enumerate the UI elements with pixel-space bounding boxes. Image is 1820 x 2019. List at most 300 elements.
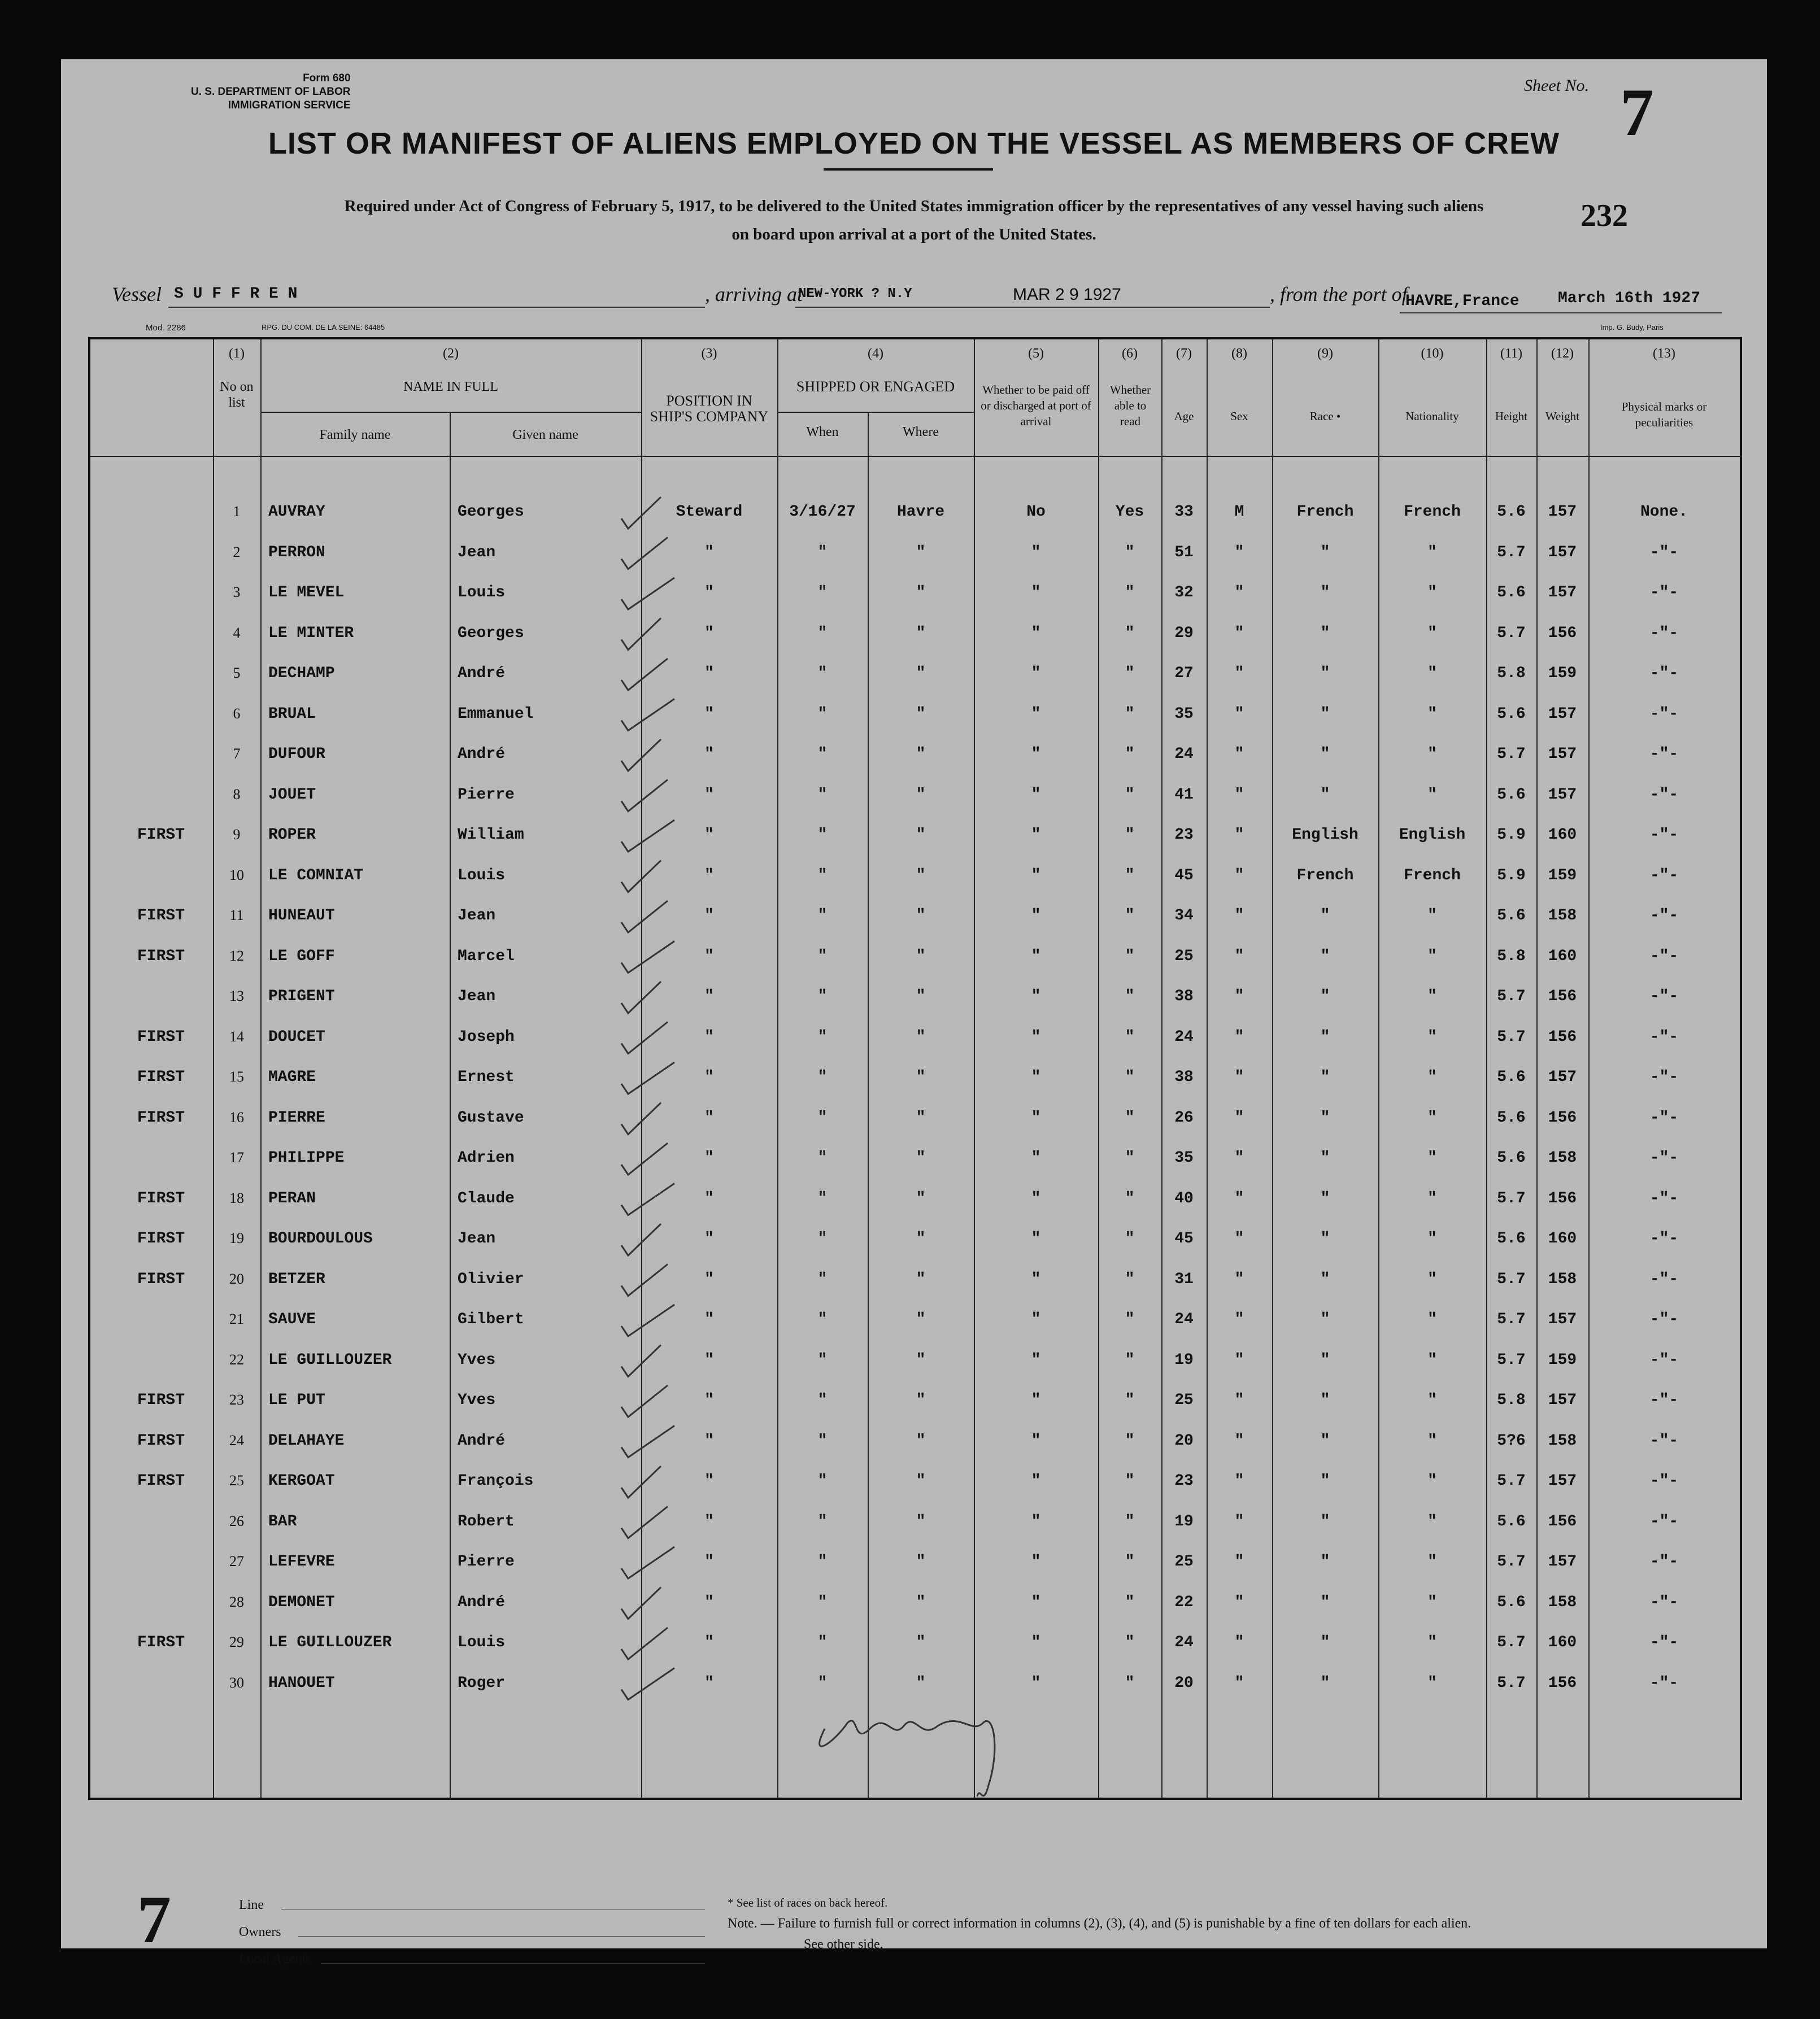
header-name-in-full: NAME IN FULL	[403, 380, 498, 394]
where-cell: "	[916, 866, 926, 884]
nationality-cell: "	[1427, 988, 1437, 1005]
paid-off-cell: "	[1031, 866, 1041, 884]
where-cell: "	[916, 584, 926, 601]
given-name-cell: Pierre	[458, 1553, 515, 1571]
weight-cell: 159	[1548, 1351, 1577, 1369]
height-cell: 5.6	[1497, 503, 1526, 521]
able-read-cell: "	[1125, 1512, 1135, 1530]
sex-cell: "	[1234, 745, 1244, 763]
paid-off-cell: "	[1031, 1432, 1041, 1450]
height-cell: 5.7	[1497, 543, 1526, 561]
arrival-date-stamp: MAR 2 9 1927	[1013, 285, 1121, 304]
physical-marks-cell: -"-	[1649, 1230, 1679, 1248]
race-cell: "	[1320, 1270, 1330, 1288]
paid-off-cell: "	[1031, 1230, 1041, 1248]
able-read-cell: "	[1125, 1028, 1135, 1046]
list-number-cell: 3	[233, 584, 241, 600]
physical-marks-cell: -"-	[1649, 665, 1679, 682]
list-number-cell: 7	[233, 745, 241, 762]
when-cell: "	[817, 543, 828, 561]
list-number-cell: 22	[229, 1351, 244, 1368]
race-cell: "	[1320, 1634, 1330, 1651]
nationality-cell: French	[1404, 503, 1461, 521]
nationality-cell: "	[1427, 1432, 1437, 1450]
check-mark	[621, 699, 674, 731]
height-cell: 5.7	[1497, 1189, 1526, 1207]
family-name-cell: PERRON	[268, 543, 325, 561]
family-name-cell: DOUCET	[268, 1028, 325, 1046]
list-number-cell: 20	[229, 1270, 244, 1287]
from-port: HAVRE,France	[1405, 293, 1519, 310]
given-name-cell: William	[458, 826, 524, 844]
list-number-cell: 17	[229, 1149, 244, 1166]
list-number-cell: 23	[229, 1392, 244, 1408]
check-mark	[621, 1345, 661, 1377]
col-number: (4)	[868, 346, 883, 361]
given-name-cell: François	[458, 1472, 534, 1490]
subtitle	[174, 192, 1654, 248]
given-name-cell: Jean	[458, 543, 496, 561]
height-cell: 5.7	[1497, 1270, 1526, 1288]
from-label: , from the port of	[1270, 283, 1408, 306]
nationality-cell: "	[1427, 1069, 1437, 1086]
age-cell: 23	[1174, 1472, 1194, 1490]
nationality-cell: "	[1427, 1230, 1437, 1248]
title-underline	[824, 168, 993, 171]
paid-off-cell: "	[1031, 947, 1041, 965]
paid-off-cell: "	[1031, 1069, 1041, 1086]
sex-cell: "	[1234, 1553, 1244, 1571]
check-mark	[621, 820, 674, 852]
weight-cell: 156	[1548, 988, 1577, 1005]
paid-off-cell: "	[1031, 705, 1041, 723]
nationality-cell: "	[1427, 1512, 1437, 1530]
position-cell: "	[704, 786, 714, 804]
check-mark	[621, 941, 674, 973]
age-cell: 40	[1174, 1189, 1194, 1207]
position-cell: "	[704, 826, 714, 844]
position-cell: "	[704, 1230, 714, 1248]
header-weight: Weight	[1545, 409, 1580, 423]
from-underline	[1400, 312, 1722, 313]
race-cell: "	[1320, 1392, 1330, 1409]
check-mark	[621, 780, 668, 812]
class-cell: FIRST	[137, 1392, 185, 1409]
col-number: (1)	[229, 346, 245, 361]
where-cell: "	[916, 1189, 926, 1207]
physical-marks-cell: -"-	[1649, 705, 1679, 723]
age-cell: 24	[1174, 1634, 1194, 1651]
check-mark	[621, 1264, 668, 1296]
service-name: IMMIGRATION SERVICE	[228, 99, 351, 111]
family-name-cell: DUFOUR	[268, 745, 325, 763]
able-read-cell: "	[1125, 1472, 1135, 1490]
given-name-cell: Yves	[458, 1351, 496, 1369]
owners-label: Owners	[239, 1925, 281, 1939]
height-cell: 5.7	[1497, 624, 1526, 642]
physical-marks-cell: -"-	[1649, 543, 1679, 561]
vessel-underline	[168, 307, 705, 308]
where-cell: "	[916, 1593, 926, 1611]
position-cell: "	[704, 1634, 714, 1651]
family-name-cell: BAR	[268, 1512, 297, 1530]
given-name-cell: Georges	[458, 624, 524, 642]
sex-cell: "	[1234, 665, 1244, 682]
header-given-name: Given name	[512, 428, 578, 442]
when-cell: "	[817, 947, 828, 965]
age-cell: 25	[1174, 1392, 1194, 1409]
nationality-cell: "	[1427, 584, 1437, 601]
class-cell: FIRST	[137, 1028, 185, 1046]
list-number-cell: 29	[229, 1634, 244, 1650]
sex-cell: "	[1234, 826, 1244, 844]
when-cell: "	[817, 705, 828, 723]
sex-cell: "	[1234, 1512, 1244, 1530]
sex-cell: "	[1234, 1311, 1244, 1328]
race-cell: "	[1320, 1230, 1330, 1248]
height-cell: 5.7	[1497, 988, 1526, 1005]
given-name-cell: Ernest	[458, 1069, 515, 1086]
when-cell: "	[817, 584, 828, 601]
check-mark	[621, 1668, 674, 1700]
physical-marks-cell: -"-	[1649, 1392, 1679, 1409]
check-mark	[621, 982, 661, 1013]
list-number-cell: 4	[233, 624, 241, 641]
race-cell: "	[1320, 665, 1330, 682]
check-mark	[621, 1628, 668, 1659]
col-number: (9)	[1317, 346, 1333, 361]
printer-credit: Imp. G. Budy, Paris	[1600, 323, 1664, 332]
family-name-cell: MAGRE	[268, 1069, 316, 1086]
family-name-cell: AUVRAY	[268, 503, 325, 521]
family-name-cell: PERAN	[268, 1189, 316, 1207]
given-name-cell: André	[458, 1432, 506, 1450]
agents-underline	[321, 1963, 705, 1964]
height-cell: 5.7	[1497, 745, 1526, 763]
weight-cell: 157	[1548, 745, 1577, 763]
paid-off-cell: "	[1031, 907, 1041, 925]
race-cell: "	[1320, 1028, 1330, 1046]
race-cell: "	[1320, 1311, 1330, 1328]
class-cell: FIRST	[137, 1432, 185, 1450]
given-name-cell: Pierre	[458, 786, 515, 804]
list-number-cell: 15	[229, 1069, 244, 1085]
list-number-cell: 19	[229, 1230, 244, 1246]
position-cell: "	[704, 1109, 714, 1127]
where-cell: "	[916, 1392, 926, 1409]
position-cell: "	[704, 1189, 714, 1207]
race-cell: "	[1320, 584, 1330, 601]
where-cell: "	[916, 1674, 926, 1692]
able-read-cell: "	[1125, 1230, 1135, 1248]
given-name-cell: Roger	[458, 1674, 506, 1692]
able-read-cell: "	[1125, 1069, 1135, 1086]
able-read-cell: "	[1125, 1311, 1135, 1328]
weight-cell: 156	[1548, 1189, 1577, 1207]
physical-marks-cell: -"-	[1649, 1149, 1679, 1167]
sex-cell: "	[1234, 988, 1244, 1005]
where-cell: "	[916, 1270, 926, 1288]
header-age: Age	[1174, 409, 1194, 423]
where-cell: "	[916, 1028, 926, 1046]
sex-cell: "	[1234, 1351, 1244, 1369]
departure-date: March 16th 1927	[1558, 290, 1701, 307]
list-number-cell: 1	[233, 503, 241, 520]
crew-table	[88, 337, 1742, 1800]
position-cell: "	[704, 1674, 714, 1692]
class-cell: FIRST	[137, 1472, 185, 1490]
height-cell: 5.7	[1497, 1634, 1526, 1651]
col-number: (10)	[1421, 346, 1444, 361]
paid-off-cell: "	[1031, 1512, 1041, 1530]
sex-cell: "	[1234, 1593, 1244, 1611]
able-read-cell: "	[1125, 1553, 1135, 1571]
race-cell: "	[1320, 1351, 1330, 1369]
line-label: Line	[239, 1898, 264, 1912]
weight-cell: 157	[1548, 584, 1577, 601]
header-sex: Sex	[1230, 409, 1248, 423]
paid-off-cell: "	[1031, 1674, 1041, 1692]
physical-marks-cell: -"-	[1649, 907, 1679, 925]
sex-cell: "	[1234, 866, 1244, 884]
paid-off-cell: "	[1031, 1553, 1041, 1571]
age-cell: 51	[1174, 543, 1194, 561]
when-cell: "	[817, 1512, 828, 1530]
given-name-cell: Yves	[458, 1392, 496, 1409]
list-number-cell: 8	[233, 786, 241, 803]
subtitle-line-2: on board upon arrival at a port of the United States.	[732, 225, 1096, 243]
sex-cell: "	[1234, 1634, 1244, 1651]
sex-cell: "	[1234, 584, 1244, 601]
family-name-cell: JOUET	[268, 786, 316, 804]
race-cell: "	[1320, 745, 1330, 763]
paid-off-cell: "	[1031, 1028, 1041, 1046]
age-cell: 25	[1174, 1553, 1194, 1571]
list-number-cell: 27	[229, 1553, 244, 1569]
height-cell: 5.7	[1497, 1674, 1526, 1692]
owners-underline	[298, 1936, 705, 1937]
given-name-cell: Claude	[458, 1189, 515, 1207]
sex-cell: "	[1234, 1149, 1244, 1167]
manifest-number: 232	[1580, 198, 1628, 233]
height-cell: 5.8	[1497, 947, 1526, 965]
height-cell: 5.6	[1497, 705, 1526, 723]
physical-marks-cell: -"-	[1649, 826, 1679, 844]
position-cell: "	[704, 1472, 714, 1490]
when-cell: "	[817, 907, 828, 925]
arriving-label: , arriving at	[705, 283, 803, 306]
when-cell: "	[817, 1149, 828, 1167]
where-cell: "	[916, 907, 926, 925]
sex-cell: "	[1234, 1674, 1244, 1692]
age-cell: 19	[1174, 1351, 1194, 1369]
when-cell: "	[817, 1634, 828, 1651]
when-cell: "	[817, 1553, 828, 1571]
sex-cell: "	[1234, 1069, 1244, 1086]
position-cell: "	[704, 907, 714, 925]
class-cell: FIRST	[137, 1109, 185, 1127]
race-cell: French	[1296, 503, 1354, 521]
age-cell: 26	[1174, 1109, 1194, 1127]
family-name-cell: KERGOAT	[268, 1472, 335, 1490]
paid-off-cell: "	[1031, 1149, 1041, 1167]
height-cell: 5.7	[1497, 1311, 1526, 1328]
manifest-sheet	[61, 59, 1767, 1966]
paid-off-cell: "	[1031, 584, 1041, 601]
header-when: When	[806, 425, 839, 439]
col-number: (6)	[1122, 346, 1138, 361]
sex-cell: "	[1234, 1189, 1244, 1207]
weight-cell: 156	[1548, 1674, 1577, 1692]
weight-cell: 157	[1548, 705, 1577, 723]
col-number: (8)	[1231, 346, 1247, 361]
col-number: (12)	[1551, 346, 1574, 361]
check-mark	[621, 1224, 661, 1255]
able-read-cell: "	[1125, 1149, 1135, 1167]
vessel-name: S U F F R E N	[174, 285, 298, 303]
class-cell: FIRST	[137, 826, 185, 844]
position-cell: "	[704, 866, 714, 884]
where-cell: "	[916, 786, 926, 804]
header-no-on-list: No on list	[220, 380, 254, 410]
family-name-cell: BOURDOULOUS	[268, 1230, 373, 1248]
where-cell: "	[916, 543, 926, 561]
class-cell: FIRST	[137, 1270, 185, 1288]
sex-cell: "	[1234, 1472, 1244, 1490]
age-cell: 23	[1174, 826, 1194, 844]
weight-cell: 160	[1548, 1230, 1577, 1248]
where-cell: "	[916, 1634, 926, 1651]
weight-cell: 158	[1548, 907, 1577, 925]
family-name-cell: BRUAL	[268, 705, 316, 723]
when-cell: "	[817, 1109, 828, 1127]
header-race: Race •	[1309, 409, 1341, 423]
weight-cell: 157	[1548, 1311, 1577, 1328]
age-cell: 27	[1174, 665, 1194, 682]
family-name-cell: PRIGENT	[268, 988, 335, 1005]
position-cell: Steward	[676, 503, 743, 521]
position-cell: "	[704, 1392, 714, 1409]
height-cell: 5.9	[1497, 826, 1526, 844]
sex-cell: "	[1234, 705, 1244, 723]
class-cell: FIRST	[137, 947, 185, 965]
vessel-label: Vessel	[112, 283, 162, 306]
given-name-cell: Olivier	[458, 1270, 524, 1288]
nationality-cell: "	[1427, 745, 1437, 763]
weight-cell: 156	[1548, 624, 1577, 642]
race-cell: "	[1320, 1472, 1330, 1490]
class-cell: FIRST	[137, 907, 185, 925]
list-number-cell: 30	[229, 1674, 244, 1691]
able-read-cell: "	[1125, 1189, 1135, 1207]
family-name-cell: SAUVE	[268, 1311, 316, 1328]
nationality-cell: English	[1399, 826, 1466, 844]
arriving-port: NEW-YORK ? N.Y	[798, 286, 912, 302]
sex-cell: "	[1234, 624, 1244, 642]
check-mark	[621, 1466, 661, 1498]
list-number-cell: 28	[229, 1593, 244, 1610]
registry-number: RPG. DU COM. DE LA SEINE: 64485	[262, 323, 385, 332]
nationality-cell: "	[1427, 1553, 1437, 1571]
check-mark	[621, 861, 661, 892]
paid-off-cell: "	[1031, 786, 1041, 804]
age-cell: 41	[1174, 786, 1194, 804]
age-cell: 32	[1174, 584, 1194, 601]
when-cell: "	[817, 665, 828, 682]
physical-marks-cell: -"-	[1649, 1432, 1679, 1450]
where-cell: "	[916, 1472, 926, 1490]
when-cell: "	[817, 1028, 828, 1046]
physical-marks-cell: -"-	[1649, 866, 1679, 884]
paid-off-cell: "	[1031, 1634, 1041, 1651]
where-cell: "	[916, 624, 926, 642]
height-cell: 5.6	[1497, 1593, 1526, 1611]
given-name-cell: Gustave	[458, 1109, 524, 1127]
where-cell: "	[916, 665, 926, 682]
nationality-cell: "	[1427, 1189, 1437, 1207]
age-cell: 24	[1174, 745, 1194, 763]
race-cell: "	[1320, 988, 1330, 1005]
where-cell: "	[916, 1069, 926, 1086]
nationality-cell: "	[1427, 1270, 1437, 1288]
age-cell: 35	[1174, 705, 1194, 723]
position-cell: "	[704, 1351, 714, 1369]
list-number-cell: 26	[229, 1512, 244, 1529]
age-cell: 29	[1174, 624, 1194, 642]
sex-cell: "	[1234, 543, 1244, 561]
weight-cell: 156	[1548, 1512, 1577, 1530]
able-read-cell: "	[1125, 624, 1135, 642]
class-cell: FIRST	[137, 1634, 185, 1651]
weight-cell: 160	[1548, 826, 1577, 844]
position-cell: "	[704, 543, 714, 561]
where-cell: "	[916, 705, 926, 723]
check-mark	[621, 1588, 661, 1619]
family-name-cell: LE PUT	[268, 1392, 325, 1409]
able-read-cell: "	[1125, 947, 1135, 965]
sex-cell: "	[1234, 1109, 1244, 1127]
check-mark	[621, 618, 661, 650]
weight-cell: 159	[1548, 866, 1577, 884]
able-read-cell: "	[1125, 705, 1135, 723]
agents-label: Local Agents	[239, 1952, 311, 1966]
family-name-cell: DELAHAYE	[268, 1432, 345, 1450]
class-cell: FIRST	[137, 1069, 185, 1086]
physical-marks-cell: -"-	[1649, 745, 1679, 763]
position-cell: "	[704, 1593, 714, 1611]
able-read-cell: "	[1125, 665, 1135, 682]
where-cell: "	[916, 1230, 926, 1248]
given-name-cell: Robert	[458, 1512, 515, 1530]
sheet-label: Sheet No.	[1524, 76, 1589, 95]
class-cell: FIRST	[137, 1230, 185, 1248]
where-cell: "	[916, 947, 926, 965]
race-cell: "	[1320, 1109, 1330, 1127]
paid-off-cell: "	[1031, 665, 1041, 682]
nationality-cell: "	[1427, 907, 1437, 925]
paid-off-cell: "	[1031, 543, 1041, 561]
header-position: POSITION IN SHIP'S COMPANY	[650, 393, 769, 425]
where-cell: "	[916, 1432, 926, 1450]
physical-marks-cell: -"-	[1649, 1674, 1679, 1692]
nationality-cell: "	[1427, 1634, 1437, 1651]
form-header	[191, 72, 351, 112]
where-cell: "	[916, 1351, 926, 1369]
check-mark	[621, 1507, 668, 1538]
position-cell: "	[704, 665, 714, 682]
position-cell: "	[704, 1069, 714, 1086]
height-cell: 5.6	[1497, 907, 1526, 925]
